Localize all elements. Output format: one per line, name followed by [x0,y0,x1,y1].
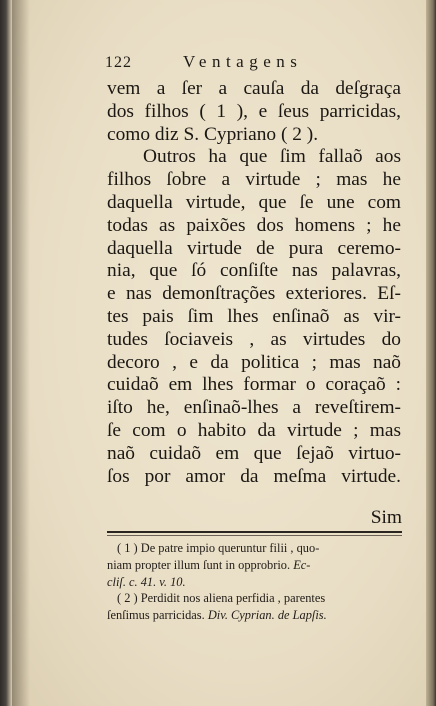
body-line: iſto he, enſinaõ-lhes a reveſtirem- [107,397,401,419]
body-line: todas as paixões dos homens ; he [107,214,401,236]
footnote-2-line [107,607,403,624]
body-line: e nas demonſtrações exteriores. Eſ- [107,283,401,305]
footnote-1-reference: Ec- [293,557,311,572]
footnote-2-text: ſenſimus parricidas. [107,608,205,623]
footnote-1-line: ( 1 ) De patre impio queruntur filii , quo- [117,541,320,555]
body-line: filhos ſobre a virtude ; mas he [107,169,401,191]
body-line: daquella virtude de pura ceremo- [107,237,401,259]
footnote-2-line: ( 2 ) Perdidit nos aliena perfidia , parentes [117,591,326,606]
body-line: naõ cuidaõ em que ſejaõ virtuo- [107,442,401,464]
running-head: Ventagens [183,52,303,71]
page-header [105,52,405,74]
gutter-shadow [12,0,30,706]
body-line: ſos por amor da meſma virtude. [107,465,401,487]
footnote-2-reference: Div. Cyprian. de Lapſis. [207,608,327,623]
footnote-1-text: niam propter illum ſunt in opprobrio. [107,557,291,572]
body-line: cuidaõ em lhes formar o coraçaõ : [107,374,401,396]
footnotes [107,540,403,624]
body-text [107,78,401,488]
body-line: como diz S. Cypriano ( 2 ). [107,123,319,145]
body-line: nia, que ſó conſiſte nas palavras, [107,260,401,282]
body-line: ſe com o habito da virtude ; mas [107,419,401,441]
body-line: Outros ha que ſim fallaõ aos [143,146,401,168]
body-line: vem a ſer a cauſa da deſgraça [107,78,401,99]
catchword: Sim [370,507,402,528]
body-line: tes pais ſim lhes enſinaõ as vir- [107,305,401,327]
page-number: 122 [105,54,132,71]
body-line: tudes ſociaveis , as virtudes do [107,328,401,350]
footnote-1-line [107,557,403,574]
body-line: daquella virtude, que ſe une com [107,191,401,213]
body-line: dos filhos ( 1 ), e ſeus parricidas, [107,100,401,122]
footnote-rule-thin [107,535,402,536]
footnote-1-reference: cliſ. c. 41. v. 10. [107,574,186,589]
footnote-rule [107,531,402,533]
body-line: decoro , e da politica ; mas naõ [107,351,401,373]
